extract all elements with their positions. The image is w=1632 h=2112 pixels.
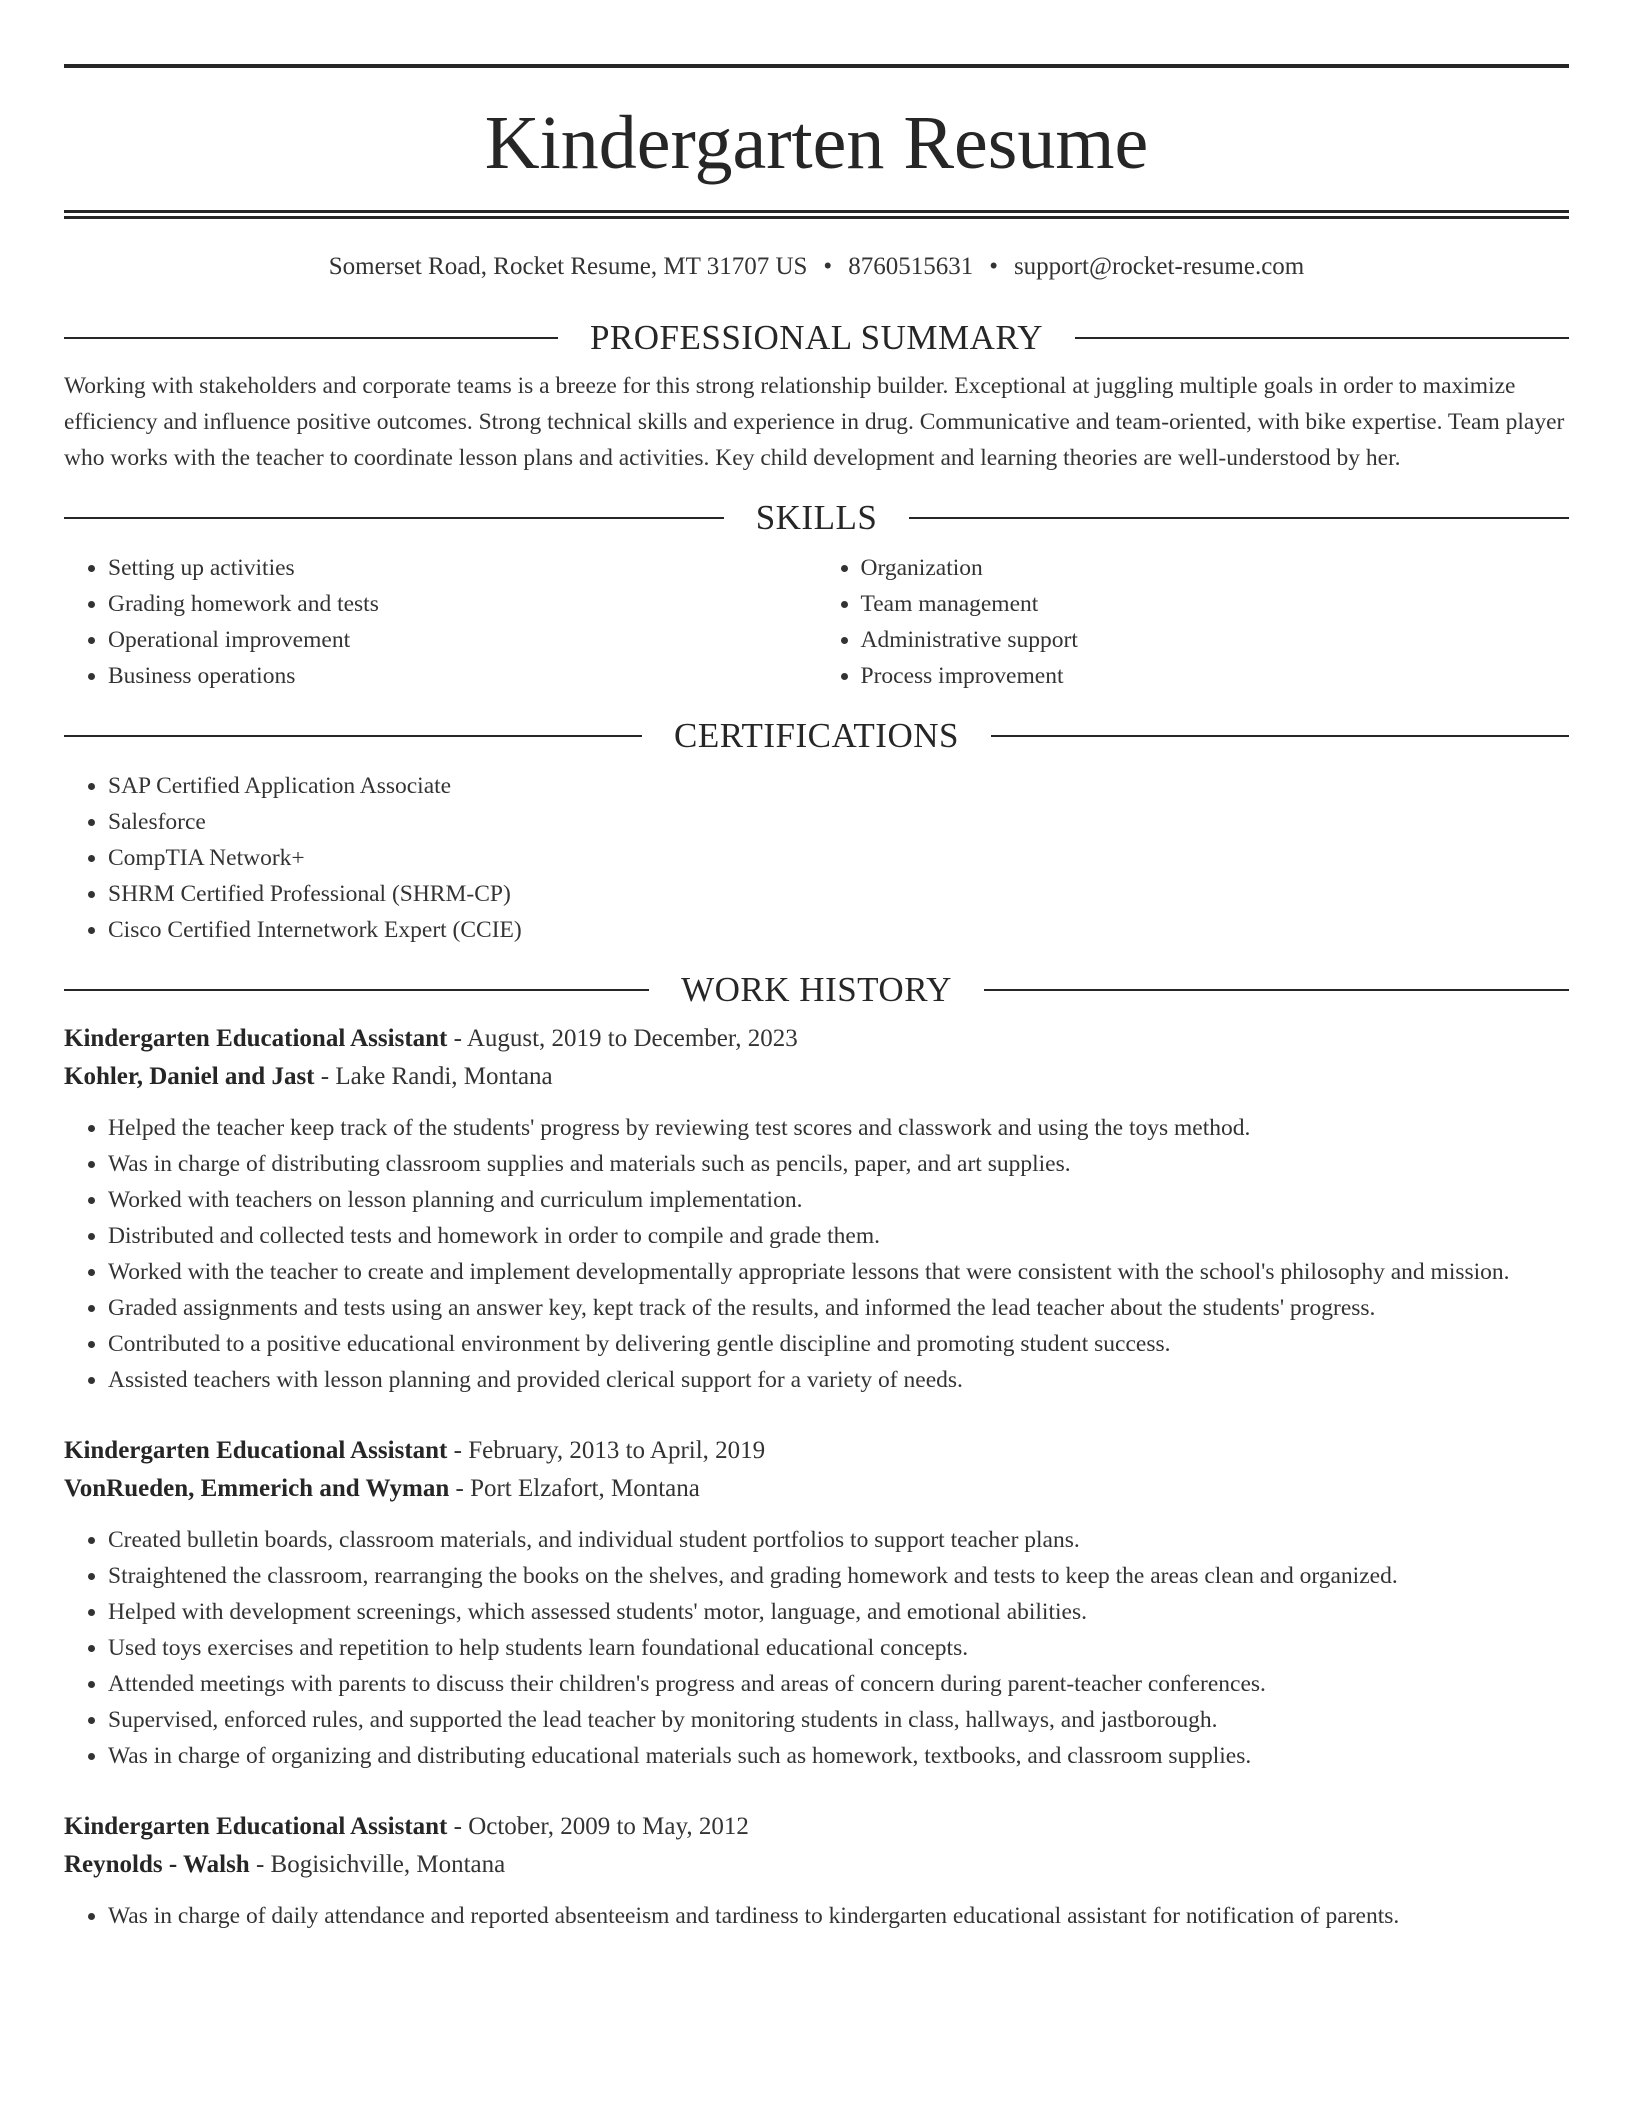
contact-separator: •	[823, 253, 833, 280]
contact-address: Somerset Road, Rocket Resume, MT 31707 US	[328, 253, 808, 280]
heading-rule	[909, 517, 1569, 519]
list-item: • Was in charge of organizing and distributing educational materials such as homework, textbooks, and classroom supplies.	[108, 1738, 1569, 1774]
list-item: • Supervised, enforced rules, and supported the lead teacher by monitoring students in class, hallways, and jastborough.	[108, 1702, 1569, 1738]
job-dates: - February, 2013 to April, 2019	[447, 1437, 766, 1464]
list-item: • Was in charge of daily attendance and reported absenteeism and tardiness to kindergarten educational assistant for notification of parents.	[108, 1898, 1569, 1934]
top-rule	[64, 64, 1569, 68]
resume-page	[64, 64, 1569, 1934]
list-item: • Helped with development screenings, which assessed students' motor, language, and emotional abilities.	[108, 1594, 1569, 1630]
job-title: Kindergarten Educational Assistant	[64, 1025, 448, 1052]
contact-phone: 8760515631	[848, 253, 974, 280]
section-title: CERTIFICATIONS	[674, 716, 959, 755]
list-item: • Organization	[861, 550, 1570, 586]
job-title: Kindergarten Educational Assistant	[64, 1437, 448, 1464]
list-item: • Was in charge of distributing classroom supplies and materials such as pencils, paper, and art supplies.	[108, 1146, 1569, 1182]
job-title-line	[64, 1020, 1569, 1058]
job-location: - Bogisichville, Montana	[249, 1851, 506, 1878]
section-title: PROFESSIONAL SUMMARY	[589, 318, 1044, 357]
section-heading-summary	[64, 318, 1569, 358]
heading-rule	[64, 337, 558, 339]
job-location: - Lake Randi, Montana	[314, 1063, 553, 1090]
list-item: • Cisco Certified Internetwork Expert (CCIE)	[108, 912, 1569, 948]
list-item: • Worked with teachers on lesson planning and curriculum implementation.	[108, 1182, 1569, 1218]
section-heading-skills	[64, 498, 1569, 538]
heading-rule	[64, 735, 642, 737]
list-item: • Team management	[861, 586, 1570, 622]
job-title: Kindergarten Educational Assistant	[64, 1813, 448, 1840]
list-item: • Distributed and collected tests and homework in order to compile and grade them.	[108, 1218, 1569, 1254]
skills-columns	[64, 550, 1569, 694]
job-company-line	[64, 1846, 1569, 1884]
summary-paragraph: Working with stakeholders and corporate teams is a breeze for this strong relationship builder. Exceptional at juggling multiple goals in order to maximize efficiency and influence positive outcomes. Strong technical skills and experience in drug. Communicative and team-oriented, with bike expertise. Team player who works with the teacher to coordinate lesson plans and activities. Key child development and learning theories are well-understood by her.	[64, 373, 1565, 471]
job-company-line	[64, 1058, 1569, 1096]
list-item: • Created bulletin boards, classroom materials, and individual student portfolios to support teacher plans.	[108, 1522, 1569, 1558]
page-title: Kindergarten Resume	[484, 101, 1149, 185]
section-heading-work-history	[64, 970, 1569, 1010]
list-item: • Assisted teachers with lesson planning and provided clerical support for a variety of needs.	[108, 1362, 1569, 1398]
list-item: • Contributed to a positive educational environment by delivering gentle discipline and promoting student success.	[108, 1326, 1569, 1362]
heading-rule	[991, 735, 1569, 737]
heading-rule	[984, 989, 1569, 991]
list-item: • Operational improvement	[108, 622, 817, 658]
heading-rule	[64, 989, 649, 991]
job-bullets	[64, 1898, 1569, 1934]
job-company: VonRueden, Emmerich and Wyman	[64, 1475, 450, 1502]
list-item: • Salesforce	[108, 804, 1569, 840]
list-item: • Helped the teacher keep track of the students' progress by reviewing test scores and classwork and using the toys method.	[108, 1110, 1569, 1146]
list-item: • Business operations	[108, 658, 817, 694]
title-double-rule	[64, 210, 1569, 219]
job-entry	[64, 1020, 1569, 1398]
list-item: • Setting up activities	[108, 550, 817, 586]
heading-rule	[64, 517, 724, 519]
list-item: • Used toys exercises and repetition to help students learn foundational educational concepts.	[108, 1630, 1569, 1666]
contact-email: support@rocket-resume.com	[1013, 253, 1305, 280]
job-title-line	[64, 1432, 1569, 1470]
job-entry	[64, 1808, 1569, 1934]
list-item: • CompTIA Network+	[108, 840, 1569, 876]
skills-list-right	[817, 550, 1570, 694]
list-item: • Process improvement	[861, 658, 1570, 694]
list-item: • SHRM Certified Professional (SHRM-CP)	[108, 876, 1569, 912]
job-dates: - August, 2019 to December, 2023	[447, 1025, 798, 1052]
list-item: • Grading homework and tests	[108, 586, 817, 622]
certifications-list	[64, 768, 1569, 948]
list-item: • Administrative support	[861, 622, 1570, 658]
job-location: - Port Elzafort, Montana	[449, 1475, 700, 1502]
job-entry	[64, 1432, 1569, 1774]
list-item: • Worked with the teacher to create and implement developmentally appropriate lessons that were consistent with the school's philosophy and mission.	[108, 1254, 1569, 1290]
list-item: • Graded assignments and tests using an answer key, kept track of the results, and informed the lead teacher about the students' progress.	[108, 1290, 1569, 1326]
contact-separator: •	[989, 253, 998, 280]
list-item: • Attended meetings with parents to discuss their children's progress and areas of concern during parent-teacher conferences.	[108, 1666, 1569, 1702]
section-title: SKILLS	[755, 498, 878, 537]
skills-list-left	[64, 550, 817, 694]
list-item: • SAP Certified Application Associate	[108, 768, 1569, 804]
section-heading-certifications	[64, 716, 1569, 756]
job-bullets	[64, 1522, 1569, 1774]
job-company: Reynolds - Walsh	[64, 1851, 250, 1878]
list-item: • Straightened the classroom, rearranging the books on the shelves, and grading homework and tests to keep the areas clean and organized.	[108, 1558, 1569, 1594]
contact-line	[64, 252, 1569, 282]
job-title-line	[64, 1808, 1569, 1846]
job-company: Kohler, Daniel and Jast	[64, 1063, 315, 1090]
job-bullets	[64, 1110, 1569, 1398]
heading-rule	[1075, 337, 1569, 339]
job-dates: - October, 2009 to May, 2012	[447, 1813, 749, 1840]
job-company-line	[64, 1470, 1569, 1508]
section-title: WORK HISTORY	[681, 970, 952, 1009]
